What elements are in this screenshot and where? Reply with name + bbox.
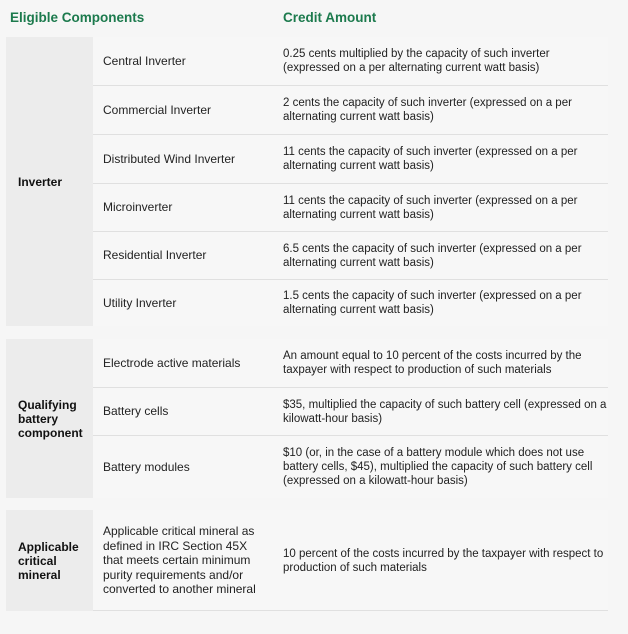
credit-amount: $35, multiplied the capacity of such battery cell (expressed on a kilowatt-hour basis) — [283, 398, 607, 425]
component-name: Battery modules — [103, 459, 190, 474]
credit-amount: 10 percent of the costs incurred by the taxpayer with respect to production of such materials — [283, 547, 604, 574]
table-header — [0, 0, 628, 36]
credit-amount: 6.5 cents the capacity of such inverter (expressed on a per alternating current watt basis) — [283, 242, 582, 269]
component-name: Central Inverter — [103, 53, 186, 68]
group-inverter — [6, 37, 608, 326]
table-row — [93, 388, 608, 436]
component-name: Microinverter — [103, 200, 173, 215]
credit-amount: 2 cents the capacity of such inverter (expressed on a per alternating current watt basis) — [283, 97, 572, 123]
component-name: Distributed Wind Inverter — [103, 151, 236, 166]
table-row — [93, 280, 608, 326]
group-label: Inverter — [6, 37, 93, 326]
component-name: Battery cells — [103, 404, 169, 419]
table-row — [93, 86, 608, 135]
component-name: Applicable critical mineral as defined in IRC Section 45X that meets certain minimum purity requirements and/or converted to another mineral — [103, 524, 256, 597]
group-label: Qualifying battery component — [6, 339, 93, 498]
table-row — [93, 436, 608, 498]
table-row — [93, 135, 608, 184]
credit-amount: An amount equal to 10 percent of the costs incurred by the taxpayer with respect to production of such materials — [283, 350, 582, 376]
table-row — [93, 37, 608, 86]
credit-amount: 11 cents the capacity of such inverter (expressed on a per alternating current watt basis) — [283, 194, 578, 221]
credit-amount: 11 cents the capacity of such inverter (expressed on a per alternating current watt basis) — [283, 146, 578, 172]
header-credit-amount: Credit Amount — [283, 10, 377, 25]
table-row — [93, 232, 608, 280]
component-name: Commercial Inverter — [103, 102, 212, 117]
component-name: Utility Inverter — [103, 295, 177, 310]
credit-amount: $10 (or, in the case of a battery module which does not use battery cells, $45), multiplied the capacity of such battery cell (expressed on a kilowatt-hour basis) — [283, 447, 593, 487]
table-row — [93, 184, 608, 232]
table-row — [93, 339, 608, 388]
component-name: Electrode active materials — [103, 355, 241, 370]
component-name: Residential Inverter — [103, 248, 207, 263]
group-battery-component — [6, 339, 608, 498]
group-label: Applicable critical mineral — [6, 510, 93, 611]
table-row — [93, 510, 608, 611]
header-eligible-components: Eligible Components — [10, 10, 145, 25]
credit-amount: 0.25 cents multiplied by the capacity of such inverter (expressed on a per alternating current watt basis) — [283, 48, 550, 74]
group-critical-mineral — [6, 510, 608, 611]
credit-amount: 1.5 cents the capacity of such inverter (expressed on a per alternating current watt basis) — [283, 290, 582, 316]
